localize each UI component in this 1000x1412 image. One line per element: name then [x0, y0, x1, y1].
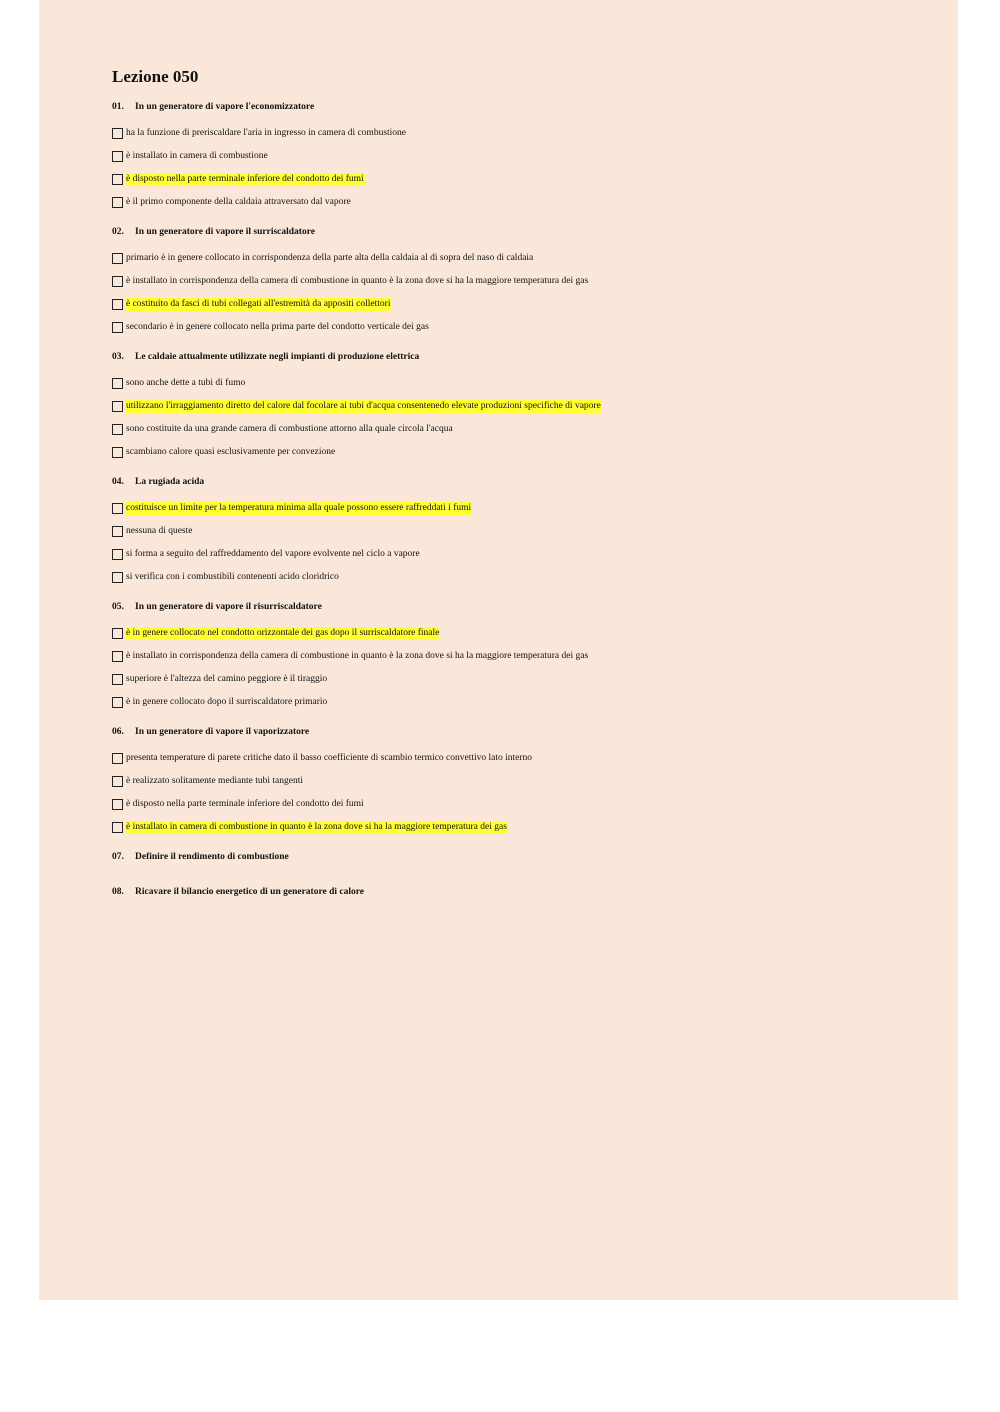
question-text: Le caldaie attualmente utilizzate negli impianti di produzione elettrica: [135, 352, 420, 362]
answer-text: è installato in corrispondenza della camera di combustione in quanto è la zona dove si ha la maggiore temperatura dei gas: [126, 651, 589, 661]
question-number: 01.: [112, 102, 124, 112]
answer-checkbox[interactable]: [112, 128, 123, 139]
question-block: [112, 100, 932, 214]
open-question-block: [112, 885, 932, 899]
question-text: La rugiada acida: [135, 477, 205, 487]
answer-text: scambiano calore quasi esclusivamente per convezione: [126, 447, 336, 457]
answer-checkbox[interactable]: [112, 378, 123, 389]
answer-text: si verifica con i combustibili contenenti acido cloridrico: [126, 572, 339, 582]
answer-option[interactable]: [112, 168, 932, 191]
answer-checkbox[interactable]: [112, 697, 123, 708]
answer-text: presenta temperature di parete critiche dato il basso coefficiente di scambio termico convettivo lato interno: [126, 753, 533, 763]
answer-checkbox[interactable]: [112, 549, 123, 560]
question-heading: [112, 350, 932, 364]
question-list: [112, 100, 932, 839]
question-block: [112, 225, 932, 339]
answer-option[interactable]: [112, 770, 932, 793]
answer-text-highlighted: utilizzano l'irraggiamento diretto del calore dal focolare ai tubi d'acqua consentenedo elevate produzioni specifiche di vapore: [126, 401, 601, 411]
answer-text: è realizzato solitamente mediante tubi tangenti: [126, 776, 303, 786]
question-heading: [112, 885, 932, 899]
answer-option[interactable]: [112, 668, 932, 691]
answer-option[interactable]: [112, 122, 932, 145]
answer-option[interactable]: [112, 566, 932, 589]
answer-text: è in genere collocato dopo il surriscaldatore primario: [126, 697, 328, 707]
question-heading: [112, 600, 932, 614]
question-block: [112, 350, 932, 464]
answer-option[interactable]: [112, 497, 932, 520]
document-content: [112, 66, 932, 920]
open-question-block: [112, 850, 932, 864]
answer-text-highlighted: costituisce un limite per la temperatura minima alla quale possono essere raffreddati i fumi: [126, 503, 472, 513]
answer-option[interactable]: [112, 145, 932, 168]
answer-text: è disposto nella parte terminale inferiore del condotto dei fumi: [126, 799, 364, 809]
answer-checkbox[interactable]: [112, 776, 123, 787]
answer-text: è il primo componente della caldaia attraversato dal vapore: [126, 197, 351, 207]
answer-option[interactable]: [112, 543, 932, 566]
question-text: In un generatore di vapore il surriscaldatore: [135, 227, 315, 237]
question-text: In un generatore di vapore l'economizzatore: [135, 102, 315, 112]
answer-checkbox[interactable]: [112, 151, 123, 162]
answer-checkbox[interactable]: [112, 447, 123, 458]
answer-option[interactable]: [112, 372, 932, 395]
answer-text: primario è in genere collocato in corrispondenza della parte alta della caldaia al di sopra del naso di caldaia: [126, 253, 534, 263]
answer-text: superiore è l'altezza del camino peggiore è il tiraggio: [126, 674, 328, 684]
answer-checkbox[interactable]: [112, 822, 123, 833]
answer-checkbox[interactable]: [112, 572, 123, 583]
answer-checkbox[interactable]: [112, 628, 123, 639]
answer-text: si forma a seguito del raffreddamento del vapore evolvente nel ciclo a vapore: [126, 549, 420, 559]
answer-option[interactable]: [112, 622, 932, 645]
answer-text-highlighted: è costituito da fasci di tubi collegati all'estremità da appositi collettori: [126, 299, 391, 309]
question-text: In un generatore di vapore il risurriscaldatore: [135, 602, 322, 612]
answer-option[interactable]: [112, 816, 932, 839]
answer-option[interactable]: [112, 747, 932, 770]
answer-checkbox[interactable]: [112, 253, 123, 264]
question-text: In un generatore di vapore il vaporizzatore: [135, 727, 310, 737]
question-heading: [112, 225, 932, 239]
answer-option[interactable]: [112, 441, 932, 464]
question-number: 05.: [112, 602, 124, 612]
question-number: 03.: [112, 352, 124, 362]
question-number: 04.: [112, 477, 124, 487]
question-number: 02.: [112, 227, 124, 237]
answer-checkbox[interactable]: [112, 799, 123, 810]
answer-text: è installato in corrispondenza della camera di combustione in quanto è la zona dove si ha la maggiore temperatura dei gas: [126, 276, 589, 286]
answer-option[interactable]: [112, 793, 932, 816]
answer-text-highlighted: è disposto nella parte terminale inferiore del condotto dei fumi: [126, 174, 364, 184]
question-heading: [112, 475, 932, 489]
question-heading: [112, 850, 932, 864]
answer-checkbox[interactable]: [112, 299, 123, 310]
answer-option[interactable]: [112, 270, 932, 293]
answer-option[interactable]: [112, 645, 932, 668]
document-page: [39, 0, 958, 1300]
answer-text: sono costituite da una grande camera di combustione attorno alla quale circola l'acqua: [126, 424, 453, 434]
answer-option[interactable]: [112, 191, 932, 214]
answer-checkbox[interactable]: [112, 424, 123, 435]
answer-checkbox[interactable]: [112, 197, 123, 208]
answer-option[interactable]: [112, 520, 932, 543]
answer-option[interactable]: [112, 691, 932, 714]
answer-option[interactable]: [112, 395, 932, 418]
open-question-list: [112, 850, 932, 899]
answer-checkbox[interactable]: [112, 503, 123, 514]
question-heading: [112, 100, 932, 114]
answer-option[interactable]: [112, 418, 932, 441]
answer-checkbox[interactable]: [112, 276, 123, 287]
answer-option[interactable]: [112, 316, 932, 339]
answer-checkbox[interactable]: [112, 753, 123, 764]
question-number: 08.: [112, 887, 124, 897]
answer-text: nessuna di queste: [126, 526, 193, 536]
question-text: Ricavare il bilancio energetico di un generatore di calore: [135, 887, 365, 897]
answer-text: ha la funzione di preriscaldare l'aria in ingresso in camera di combustione: [126, 128, 407, 138]
question-block: [112, 725, 932, 839]
question-block: [112, 600, 932, 714]
answer-checkbox[interactable]: [112, 322, 123, 333]
question-heading: [112, 725, 932, 739]
answer-text: sono anche dette a tubi di fumo: [126, 378, 246, 388]
question-number: 06.: [112, 727, 124, 737]
answer-checkbox[interactable]: [112, 526, 123, 537]
question-block: [112, 475, 932, 589]
answer-text: è installato in camera di combustione: [126, 151, 268, 161]
answer-checkbox[interactable]: [112, 674, 123, 685]
answer-option[interactable]: [112, 293, 932, 316]
answer-text-highlighted: è installato in camera di combustione in quanto è la zona dove si ha la maggiore temperatura dei gas: [126, 822, 507, 832]
answer-checkbox[interactable]: [112, 401, 123, 412]
answer-text: secondario è in genere collocato nella prima parte del condotto verticale dei gas: [126, 322, 429, 332]
page-title: Lezione 050: [112, 67, 199, 86]
answer-checkbox[interactable]: [112, 651, 123, 662]
question-number: 07.: [112, 852, 124, 862]
answer-option[interactable]: [112, 247, 932, 270]
answer-text-highlighted: è in genere collocato nel condotto orizzontale dei gas dopo il surriscaldatore finale: [126, 628, 440, 638]
question-text: Definire il rendimento di combustione: [135, 852, 289, 862]
answer-checkbox[interactable]: [112, 174, 123, 185]
